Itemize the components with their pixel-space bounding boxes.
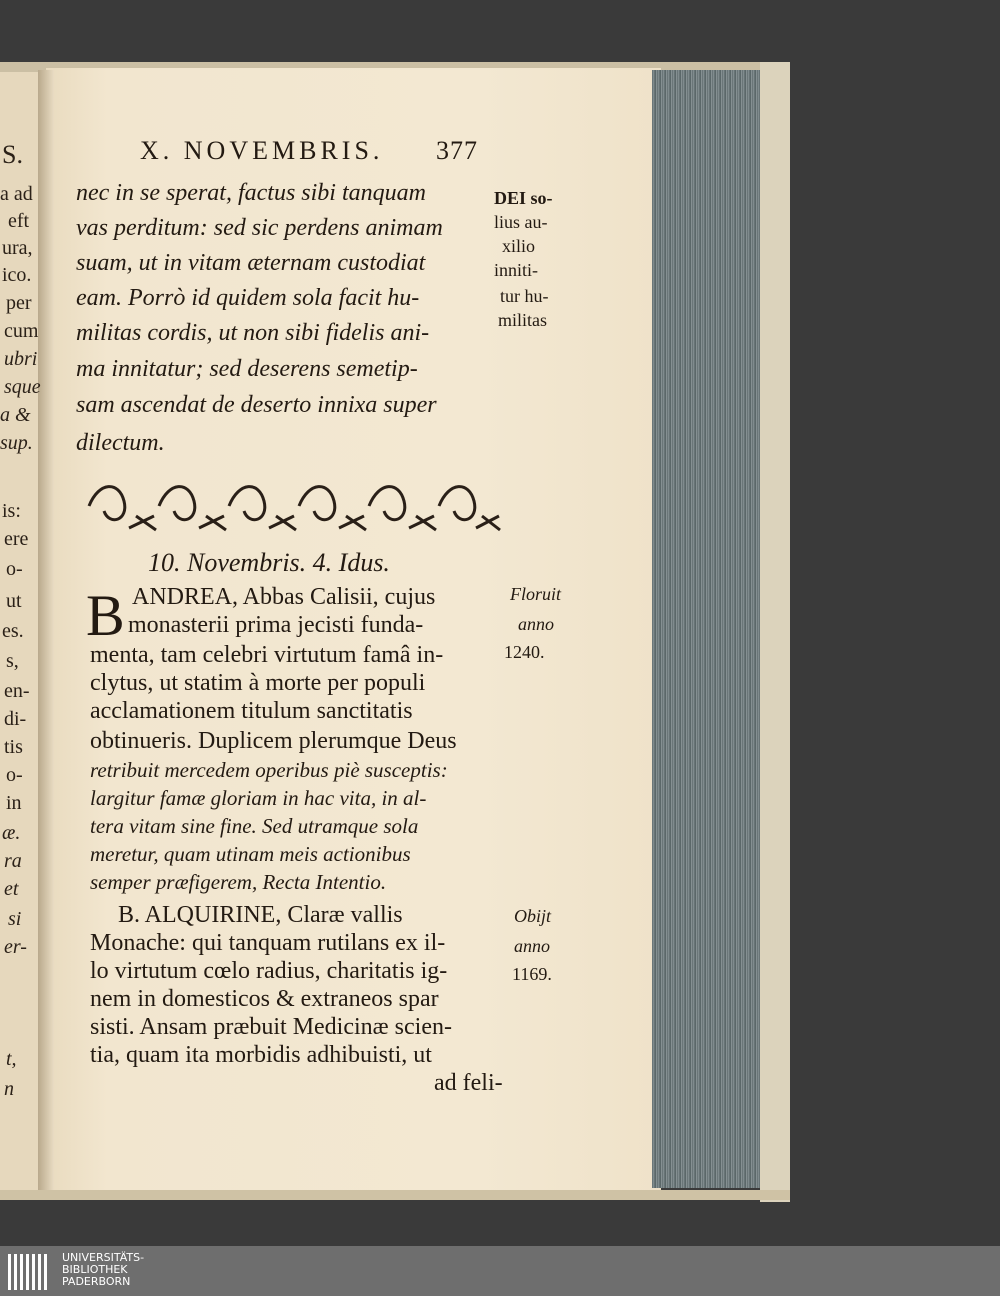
fragment: ura, (2, 237, 33, 259)
section-heading: 10. Novembris. 4. Idus. (148, 548, 390, 577)
text-line: eam. Porrò id quidem sola facit hu- (76, 285, 420, 311)
margin-note-line: Obijt (514, 906, 552, 926)
university-logo-icon (8, 1252, 48, 1292)
margin-note-line: DEI so- (494, 188, 553, 208)
text-line: obtinueris. Duplicem plerumque Deus (90, 728, 457, 754)
fragment: eft (8, 210, 30, 232)
fragment: er- (4, 936, 27, 958)
fragment: es. (2, 620, 24, 642)
text-line: sisti. Ansam præbuit Medicinæ scien- (90, 1014, 452, 1040)
text-line: retribuit mercedem operibus piè susceptis: (90, 758, 448, 782)
fragment: t, (6, 1048, 17, 1070)
ornament-divider (84, 476, 504, 536)
text-line: meretur, quam utinam meis actionibus (90, 842, 411, 866)
margin-note-line: xilio (502, 236, 536, 256)
text-line: menta, tam celebri virtutum famâ in- (90, 642, 444, 668)
text-line: Monache: qui tanquam rutilans ex il- (90, 930, 446, 956)
text-line: militas cordis, ut non sibi fidelis ani- (76, 320, 430, 346)
text-line: tera vitam sine fine. Sed utramque sola (90, 814, 419, 838)
fragment: sque (4, 376, 41, 398)
text-line: suam, ut in vitam æternam custodiat (76, 250, 426, 276)
running-head: X. NOVEMBRIS. (140, 136, 384, 165)
fragment: si (8, 908, 22, 930)
fragment: tis (4, 736, 23, 758)
page-fore-edge (652, 70, 762, 1188)
fragment: o- (6, 764, 23, 786)
margin-note-line: anno (518, 614, 554, 634)
text-line: ANDREA, Abbas Calisii, cujus (132, 584, 436, 610)
text-line: acclamationem titulum sanctitatis (90, 698, 413, 724)
text-line: largitur famæ gloriam in hac vita, in al- (90, 786, 427, 810)
library-footer-bar (0, 1246, 1000, 1296)
footer-line: BIBLIOTHEK (62, 1263, 128, 1276)
margin-note-line: tur hu- (500, 286, 549, 306)
text-line: ma innitatur; sed deserens semetip- (76, 356, 418, 382)
fragment: en- (4, 680, 30, 702)
margin-note-line: Floruit (510, 584, 562, 604)
catchword: ad feli- (434, 1070, 503, 1096)
margin-note-line: anno (514, 936, 550, 956)
fragment: cum (4, 320, 39, 342)
book-bottom-edge (0, 1190, 790, 1200)
drop-cap: B (86, 583, 125, 648)
book-cover-board (760, 62, 790, 1202)
page-number: 377 (436, 136, 478, 165)
fragment: s, (6, 650, 19, 672)
text-line: sam ascendat de deserto innixa super (76, 392, 437, 418)
fragment: et (4, 878, 19, 900)
fragment: sup. (0, 432, 33, 454)
margin-note-line: lius au- (494, 212, 548, 232)
fragment: di- (4, 708, 27, 730)
text-line: dilectum. (76, 430, 165, 456)
fragment: ubri (4, 348, 38, 370)
fragment: is: (2, 500, 21, 522)
fragment: ut (6, 590, 22, 612)
fragment: æ. (2, 822, 21, 844)
text-line: tia, quam ita morbidis adhibuisti, ut (90, 1042, 432, 1068)
fragment: ico. (2, 264, 32, 286)
book-gutter (38, 70, 54, 1195)
fragment: n (4, 1078, 14, 1100)
text-line: B. ALQUIRINE, Claræ vallis (118, 902, 403, 928)
footer-line: UNIVERSITÄTS- (62, 1251, 145, 1264)
fragment: in (6, 792, 22, 814)
fragment: S. (2, 140, 23, 169)
text-line: monasterii prima jecisti funda- (128, 612, 424, 638)
text-line: lo virtutum cœlo radius, charitatis ig- (90, 958, 448, 984)
margin-note-line: militas (498, 310, 547, 330)
text-line: nem in domesticos & extraneos spar (90, 986, 439, 1012)
text-line: semper præfigerem, Recta Intentio. (90, 870, 387, 894)
margin-note-line: 1240. (504, 642, 545, 662)
text-line: vas perditum: sed sic perdens animam (76, 215, 443, 241)
text-line: clytus, ut statim à morte per populi (90, 670, 426, 696)
fragment: a ad (0, 183, 33, 205)
fragment: per (6, 292, 32, 314)
fragment: ere (4, 528, 29, 550)
fragment: o- (6, 558, 23, 580)
margin-note-line: 1169. (512, 964, 552, 984)
footer-line: PADERBORN (62, 1275, 131, 1288)
text-line: nec in se sperat, factus sibi tanquam (76, 180, 426, 206)
fragment: ra (4, 850, 22, 872)
fragment: a & (0, 404, 31, 426)
margin-note-line: inniti- (494, 260, 538, 280)
